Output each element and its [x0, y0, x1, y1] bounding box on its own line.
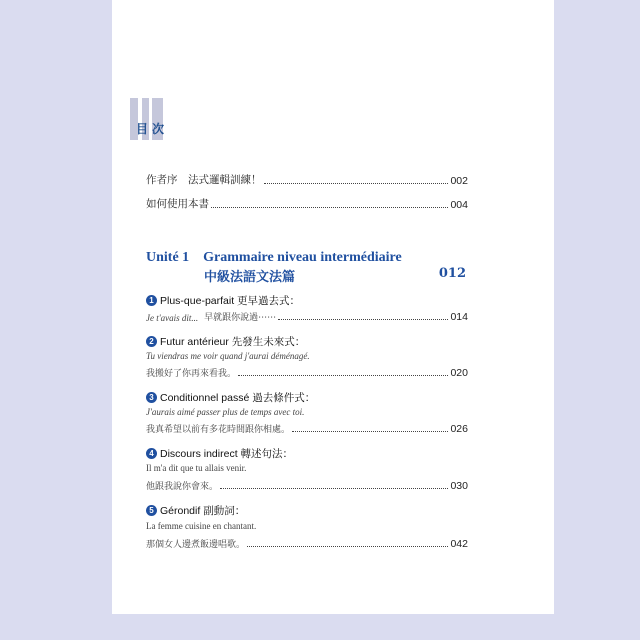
- leader-dots: [211, 207, 448, 208]
- unit-subtitle: 中級法語文法篇: [204, 270, 296, 285]
- unit-subtitle-row: [204, 266, 466, 285]
- example-french: J'aurais aimé passer plus de temps avec toi.: [146, 407, 305, 417]
- item-page: 020: [450, 367, 468, 379]
- example-chinese: 我真希望以前有多花時間跟你相處。: [146, 424, 291, 434]
- item-number-badge: 3: [146, 392, 157, 403]
- toc-entry-how-to-use[interactable]: [146, 196, 468, 211]
- example-french: Je t'avais dit...: [146, 313, 199, 323]
- leader-dots: [220, 488, 448, 489]
- unit-title[interactable]: Unité 1 Grammaire niveau intermédiaire: [146, 250, 402, 265]
- item-number-badge: 2: [146, 336, 157, 347]
- item-example-row: [146, 422, 468, 435]
- toc-title: 目次: [136, 122, 169, 136]
- item-title: Discours indirect 轉述句法：: [160, 448, 294, 460]
- example-french: La femme cuisine en chantant.: [146, 521, 257, 531]
- item-number-badge: 4: [146, 448, 157, 459]
- example-chinese: 早就跟你說過⋯⋯: [204, 312, 277, 322]
- item-title: Futur antérieur 先發生未來式：: [160, 336, 306, 348]
- item-example-row: [146, 479, 468, 492]
- unit-page: 012: [438, 266, 466, 281]
- example-french: Il m'a dit que tu allais venir.: [146, 463, 247, 473]
- leader-dots: [278, 319, 448, 320]
- item-title: Plus-que-parfait 更早過去式：: [160, 295, 301, 307]
- toc-item-3[interactable]: [146, 390, 315, 405]
- item-page: 026: [450, 423, 468, 435]
- toc-entry-label: 作者序 法式邏輯訓練！: [146, 174, 262, 186]
- leader-dots: [247, 546, 448, 547]
- item-title: Conditionnel passé 過去條件式：: [160, 392, 316, 404]
- item-page: 042: [450, 538, 468, 550]
- item-number-badge: 5: [146, 505, 157, 516]
- toc-item-1[interactable]: [146, 293, 300, 308]
- toc-item-5[interactable]: [146, 503, 245, 518]
- item-example-row: [146, 310, 468, 323]
- toc-item-4[interactable]: [146, 446, 293, 461]
- example-chinese: 我搬好了你再來看我。: [146, 368, 237, 378]
- leader-dots: [292, 431, 448, 432]
- item-example-row: [146, 366, 468, 379]
- example-chinese: 那個女人邊煮飯邊唱歌。: [146, 539, 246, 549]
- example-chinese: 他跟我說你會來。: [146, 481, 219, 491]
- item-page: 014: [450, 311, 468, 323]
- toc-item-2[interactable]: [146, 334, 305, 349]
- example-french: Tu viendras me voir quand j'aurai déménagé.: [146, 351, 310, 361]
- item-number-badge: 1: [146, 295, 157, 306]
- toc-entry-label: 如何使用本書: [146, 198, 209, 210]
- leader-dots: [238, 375, 448, 376]
- toc-entry-page: 004: [450, 199, 468, 211]
- item-example-row: [146, 537, 468, 550]
- item-page: 030: [450, 480, 468, 492]
- toc-entry-preface[interactable]: [146, 172, 468, 187]
- leader-dots: [264, 183, 449, 184]
- item-title: Gérondif 副動詞：: [160, 505, 246, 517]
- toc-entry-page: 002: [450, 175, 468, 187]
